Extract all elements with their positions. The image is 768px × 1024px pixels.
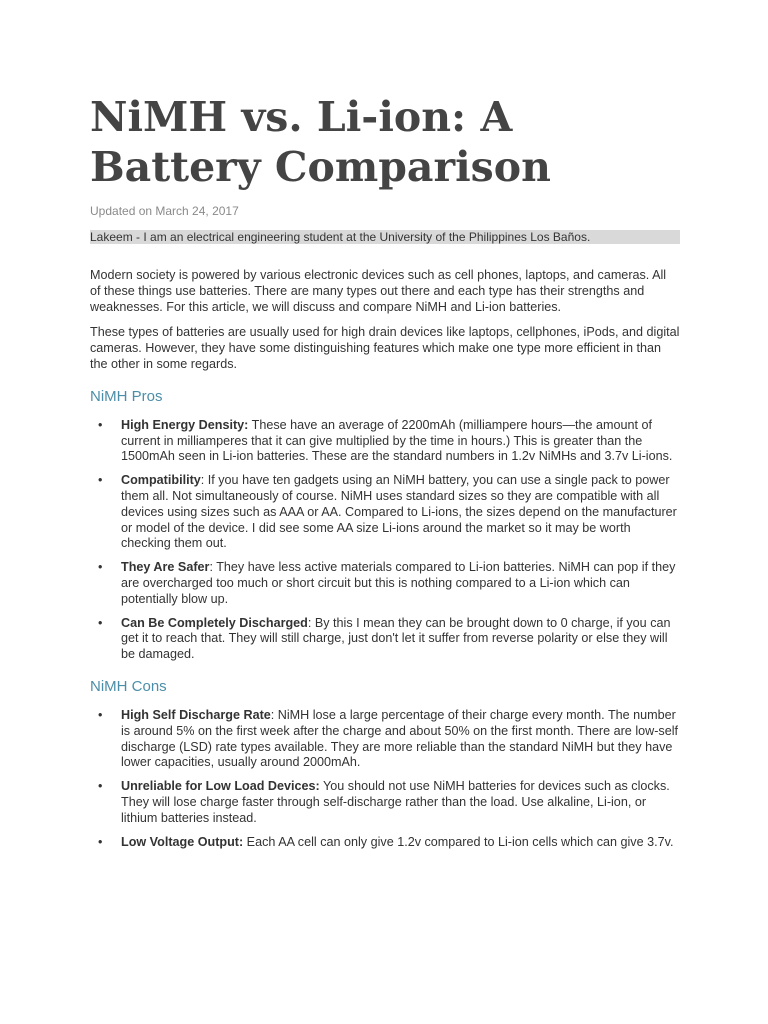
item-text: : By this I mean they can be brought down to 0 charge, if you can get it to reach that. They will still charge, just don't let it suffer from reverse polarity or else they will be damaged. [121,615,671,662]
bullet-icon: • [98,779,103,794]
list-item [90,418,680,465]
cons-heading: NiMH Cons [90,677,167,695]
intro-paragraph-1: Modern society is powered by various electronic devices such as cell phones, laptops, and cameras. All of these things use batteries. There are many types out there and each type has their strengths and weaknesses. For this article, we will discuss and compare NiMH and Li-ion batteries. [90,268,667,314]
updated-date: Updated on March 24, 2017 [90,204,239,218]
item-term: High Self Discharge Rate [121,707,271,722]
article [90,92,680,858]
article-title: NiMH vs. Li-ion: A Battery Comparison [90,93,551,191]
item-term: Unreliable for Low Load Devices: [121,779,320,794]
pros-heading: NiMH Pros [90,387,163,405]
list-item [90,708,680,771]
item-term: High Energy Density: [121,417,249,432]
bullet-icon: • [98,707,103,722]
item-term: They Are Safer [121,560,210,575]
author-bio: Lakeem - I am an electrical engineering student at the University of the Philippines Los Baños. [90,230,680,244]
list-item [90,779,680,826]
list-item [90,473,680,552]
bullet-icon: • [98,615,103,630]
list-item [90,835,680,851]
intro [90,268,680,373]
cons-list [90,708,680,850]
item-text: : If you have ten gadgets using an NiMH battery, you can use a single pack to power them all. Not simultaneously of course. NiMH uses standard sizes so they are compatible with all devices using sizes such as AAA or AA. Compared to Li-ions, the sizes depend on the manufacturer or model of the device. I did see some AA size Li-ions around the market so it may be worth checking them out. [121,473,677,551]
pros-list [90,418,680,663]
item-term: Compatibility [121,473,201,488]
bullet-icon: • [98,834,103,849]
item-term: Low Voltage Output: [121,834,244,849]
list-item [90,560,680,607]
item-text: : They have less active materials compared to Li-ion batteries. NiMH can pop if they are overcharged too much or short circuit but this is nothing compared to a Li-ion which can potentially blow up. [121,560,676,606]
item-text: These have an average of 2200mAh (milliampere hours—the amount of current in milliamperes that it can give multiplied by the time in hours.) This is greater than the 1500mAh seen in Li-ion batteries. These are the standard numbers in 1.2v NiMHs and 3.7v Li-ions. [121,417,673,464]
bullet-icon: • [98,473,103,488]
item-text: You should not use NiMH batteries for devices such as clocks. They will lose charge faster through self-discharge rather than the load. Use alkaline, Li-ion, or lithium batteries instead. [121,779,670,825]
item-text: Each AA cell can only give 1.2v compared to Li-ion cells which can give 3.7v. [243,834,674,849]
list-item [90,616,680,663]
item-term: Can Be Completely Discharged [121,615,308,630]
intro-paragraph-2: These types of batteries are usually used for high drain devices like laptops, cellphones, iPods, and digital cameras. However, they have some distinguishing features which make one type more efficient in than the other in some regards. [90,325,680,371]
bullet-icon: • [98,560,103,575]
item-text: : NiMH lose a large percentage of their charge every month. The number is around 5% on the first week after the charge and about 50% on the first month. There are low-self discharge (LSD) rate types available. They are more reliable than the standard NiMH but they have lower capacities, usually around 2000mAh. [121,707,679,770]
bullet-icon: • [98,417,103,432]
